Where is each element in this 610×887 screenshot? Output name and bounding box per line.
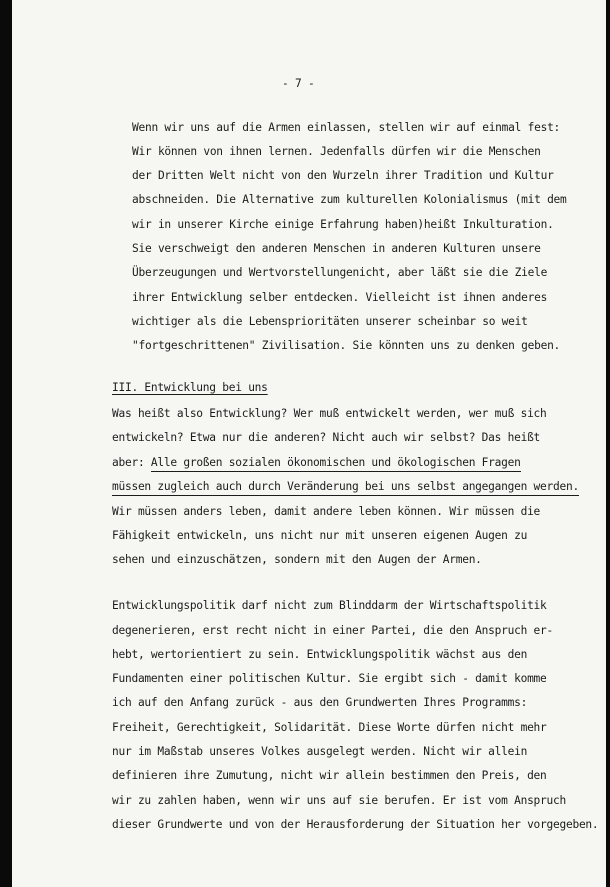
text-line: Überzeugungen und Wertvorstellungenicht, aber läßt sie die Ziele [132, 266, 548, 279]
text-line: Entwicklungspolitik darf nicht zum Blinddarm der Wirtschaftspolitik [112, 599, 547, 612]
text-line: "fortgeschrittenen" Zivilisation. Sie könnten uns zu denken geben. [132, 339, 561, 352]
text-line: ich auf den Anfang zurück - aus den Grundwerten Ihres Programms: [112, 696, 528, 709]
text-line: sehen und einzuschätzen, sondern mit den Augen der Armen. [112, 553, 482, 566]
text-line: wichtiger als die Lebensprioritäten unserer scheinbar so weit [132, 315, 528, 328]
text-line: degenerieren, erst recht nicht in einer Partei, die den Anspruch er- [112, 624, 554, 637]
text-line: Fähigkeit entwickeln, uns nicht nur mit unseren eigenen Augen zu [112, 529, 528, 542]
text-line: Wir müssen anders leben, damit andere leben können. Wir müssen die [112, 505, 541, 518]
text-prefix: aber: [112, 456, 151, 469]
underlined-text: müssen zugleich auch durch Veränderung bei uns selbst angegangen werden. [112, 480, 579, 496]
document-page [12, 0, 606, 887]
text-line: dieser Grundwerte und von der Herausforderung der Situation her vorgegeben. [112, 818, 599, 831]
text-line: Was heißt also Entwicklung? Wer muß entwickelt werden, wer muß sich [112, 407, 547, 420]
text-line: ihrer Entwicklung selber entdecken. Vielleicht ist ihnen anderes [132, 291, 548, 304]
text-line: nur im Maßstab unseres Volkes ausgelegt werden. Nicht wir allein [112, 745, 528, 758]
page-number: - 7 - [282, 77, 315, 90]
text-line: Fundamenten einer politischen Kultur. Sie ergibt sich - damit komme [112, 672, 547, 685]
text-line: Wenn wir uns auf die Armen einlassen, stellen wir auf einmal fest: [132, 121, 561, 134]
text-line [112, 456, 521, 470]
text-line: hebt, wertorientiert zu sein. Entwicklungspolitik wächst aus den [112, 648, 528, 661]
text-line: entwickeln? Etwa nur die anderen? Nicht auch wir selbst? Das heißt [112, 431, 541, 444]
text-line [112, 480, 579, 494]
underlined-text: Alle großen sozialen ökonomischen und ökologischen Fragen [151, 456, 521, 472]
text-line: wir zu zahlen haben, wenn wir uns auf sie berufen. Er ist vom Anspruch [112, 794, 566, 807]
text-line: Sie verschweigt den anderen Menschen in anderen Kulturen unsere [132, 242, 541, 255]
text-line: wir in unserer Kirche einige Erfahrung haben)heißt Inkulturation. [132, 218, 554, 231]
text-line: abschneiden. Die Alternative zum kulturellen Kolonialismus (mit dem [132, 193, 567, 206]
text-line: der Dritten Welt nicht von den Wurzeln ihrer Tradition und Kultur [132, 169, 554, 182]
text-line: definieren ihre Zumutung, nicht wir allein bestimmen den Preis, den [112, 769, 547, 782]
text-line: Freiheit, Gerechtigkeit, Solidarität. Diese Worte dürfen nicht mehr [112, 721, 547, 734]
section-heading: III. Entwicklung bei uns [112, 381, 268, 394]
text-line: Wir können von ihnen lernen. Jedenfalls dürfen wir die Menschen [132, 145, 541, 158]
